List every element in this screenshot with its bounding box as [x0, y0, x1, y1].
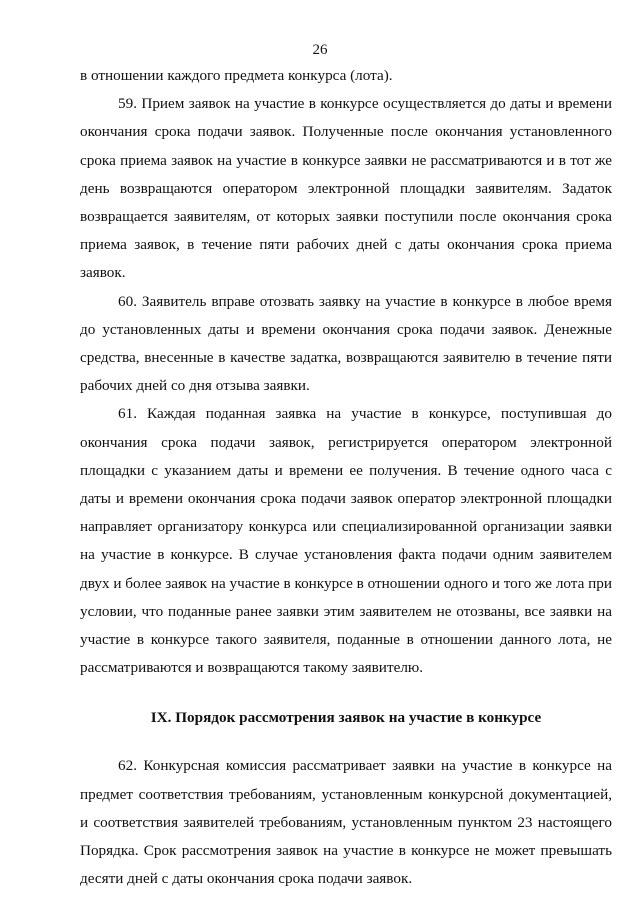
paragraph-60: 60. Заявитель вправе отозвать заявку на участие в конкурсе в любое время до установленных даты и времени окончания срока подачи заявок. Денежные средства, внесенные в качестве задатка, возвращаются заявителю в течение пяти рабочих дней со дня отзыва заявки. — [80, 292, 612, 395]
paragraph-62: 62. Конкурсная комиссия рассматривает заявки на участие в конкурсе на предмет соответствия требованиям, установленным конкурсной документацией, и соответствия заявителей требованиям, установленным пунктом 23 настоящего Порядка. Срок рассмотрения заявок на участие в конкурсе не может превышать десяти дней с даты окончания срока подачи заявок. — [80, 757, 612, 888]
section-heading: IX. Порядок рассмотрения заявок на участие в конкурсе — [150, 709, 542, 727]
document-body — [80, 62, 612, 893]
paragraph-61: 61. Каждая поданная заявка на участие в конкурсе, поступившая до окончания срока подачи заявок, регистрируется оператором электронной площадки с указанием даты и времени ее получения. В течение одного часа с даты и времени окончания срока подачи заявок оператор электронной площадки направляет организатору конкурса или специализированной организации заявки на участие в конкурсе. В случае установления факта подачи одним заявителем двух и более заявок на участие в конкурсе в отношении одного и того же лота при условии, что поданные ранее заявки этим заявителем не отозваны, все заявки на участие в конкурсе такого заявителя, поданные в отношении данного лота, не рассматриваются и возвращаются такому заявителю. — [80, 405, 613, 677]
page-number: 26 — [312, 42, 328, 58]
paragraph-continuation: в отношении каждого предмета конкурса (лота). — [80, 67, 393, 84]
paragraph-59: 59. Прием заявок на участие в конкурсе осуществляется до даты и времени окончания срока подачи заявок. Полученные после окончания установленного срока приема заявок на участие в конкурсе заявки не рассматриваются и в тот же день возвращаются оператором электронной площадки заявителям. Задаток возвращается заявителям, от которых заявки поступили после окончания срока приема заявок, в течение пяти рабочих дней с даты окончания срока приема заявок. — [80, 95, 612, 282]
